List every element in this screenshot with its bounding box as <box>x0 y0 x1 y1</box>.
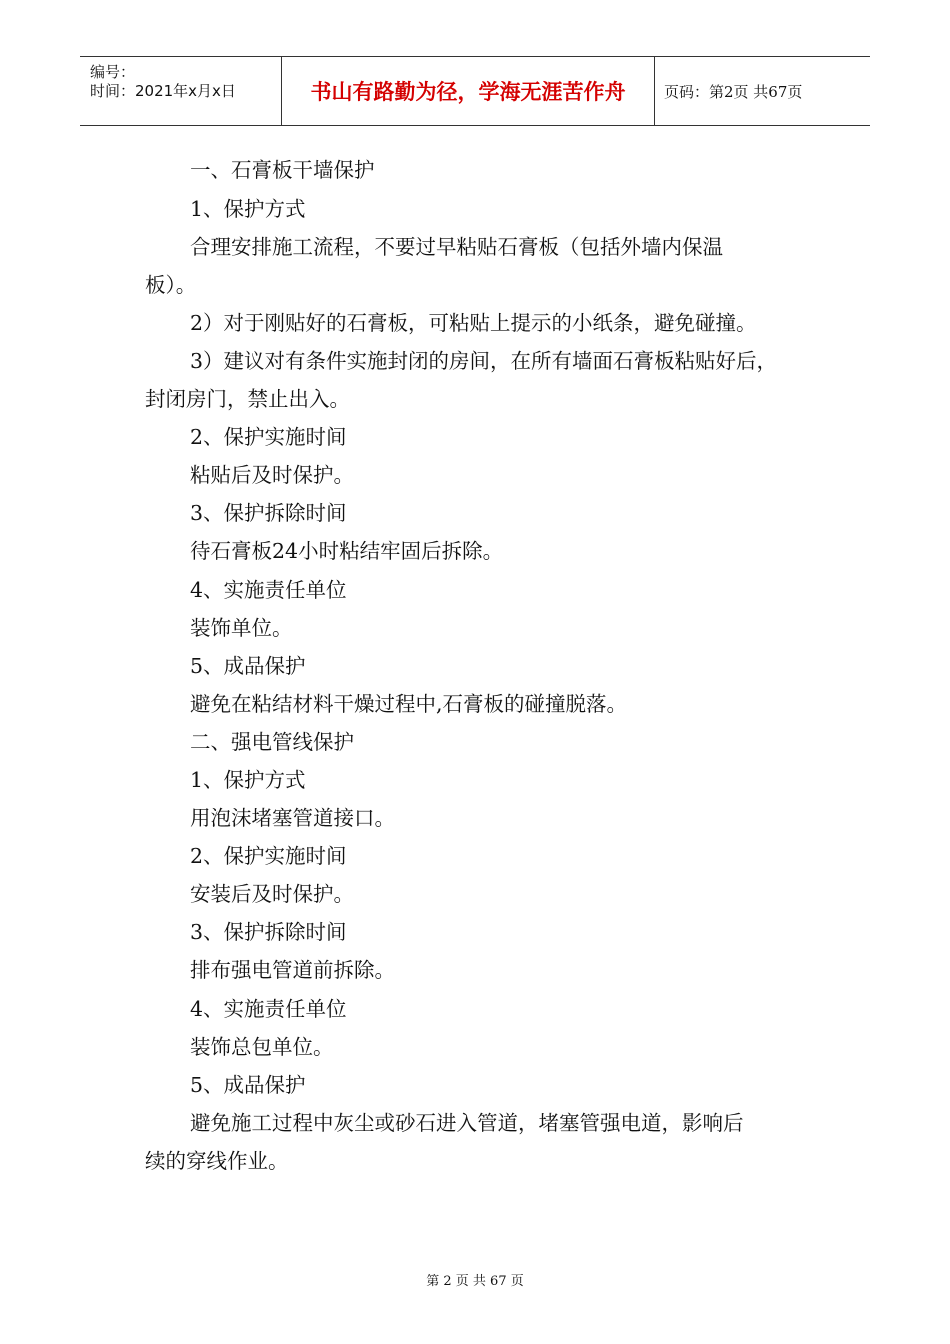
subheading: 1、保护方式 <box>190 768 306 792</box>
heading-section-2: 二、强电管线保护 <box>190 730 354 754</box>
subheading: 2、保护实施时间 <box>190 844 347 868</box>
paragraph-line: 粘贴后及时保护。 <box>190 463 354 487</box>
paragraph-line: 装饰总包单位。 <box>190 1035 334 1059</box>
number-label: 编号： <box>90 63 136 81</box>
subheading: 4、实施责任单位 <box>190 997 347 1021</box>
subheading: 2、保护实施时间 <box>190 425 347 449</box>
paragraph-line: 用泡沫堵塞管道接口。 <box>190 806 395 830</box>
paragraph-line: 合理安排施工流程，不要过早粘贴石膏板（包括外墙内保温 <box>190 235 723 259</box>
paragraph-line: 待石膏板24小时粘结牢固后拆除。 <box>190 539 504 563</box>
heading-section-1: 一、石膏板干墙保护 <box>190 158 375 182</box>
paragraph-line: 避免施工过程中灰尘或砂石进入管道，堵塞管强电道，影响后 <box>190 1111 744 1135</box>
paragraph-line: 封闭房门，禁止出入。 <box>145 387 350 411</box>
subheading: 3、保护拆除时间 <box>190 920 347 944</box>
subheading: 1、保护方式 <box>190 197 306 221</box>
paragraph-line: 装饰单位。 <box>190 616 293 640</box>
subheading: 5、成品保护 <box>190 654 306 678</box>
header-motto: 书山有路勤为径，学海无涯苦作舟 <box>282 57 655 125</box>
header-page-info: 页码：第2页 共67页 <box>664 82 803 101</box>
header-meta <box>80 57 282 125</box>
paragraph-line: 板）。 <box>145 273 197 297</box>
paragraph-line: 排布强电管道前拆除。 <box>190 958 395 982</box>
paragraph-line: 安装后及时保护。 <box>190 882 354 906</box>
date-label: 时间：2021年x月x日 <box>90 82 236 100</box>
paragraph-line: 2）对于刚贴好的石膏板，可粘贴上提示的小纸条，避免碰撞。 <box>190 311 757 335</box>
page-header <box>80 56 870 126</box>
subheading: 3、保护拆除时间 <box>190 501 347 525</box>
paragraph-line: 避免在粘结材料干燥过程中,石膏板的碰撞脱落。 <box>190 692 628 716</box>
paragraph-line: 续的穿线作业。 <box>145 1149 289 1173</box>
page-footer: 第 2 页 共 67 页 <box>426 1274 524 1289</box>
subheading: 4、实施责任单位 <box>190 578 347 602</box>
subheading: 5、成品保护 <box>190 1073 306 1097</box>
paragraph-line: 3）建议对有条件实施封闭的房间，在所有墙面石膏板粘贴好后， <box>190 349 778 373</box>
